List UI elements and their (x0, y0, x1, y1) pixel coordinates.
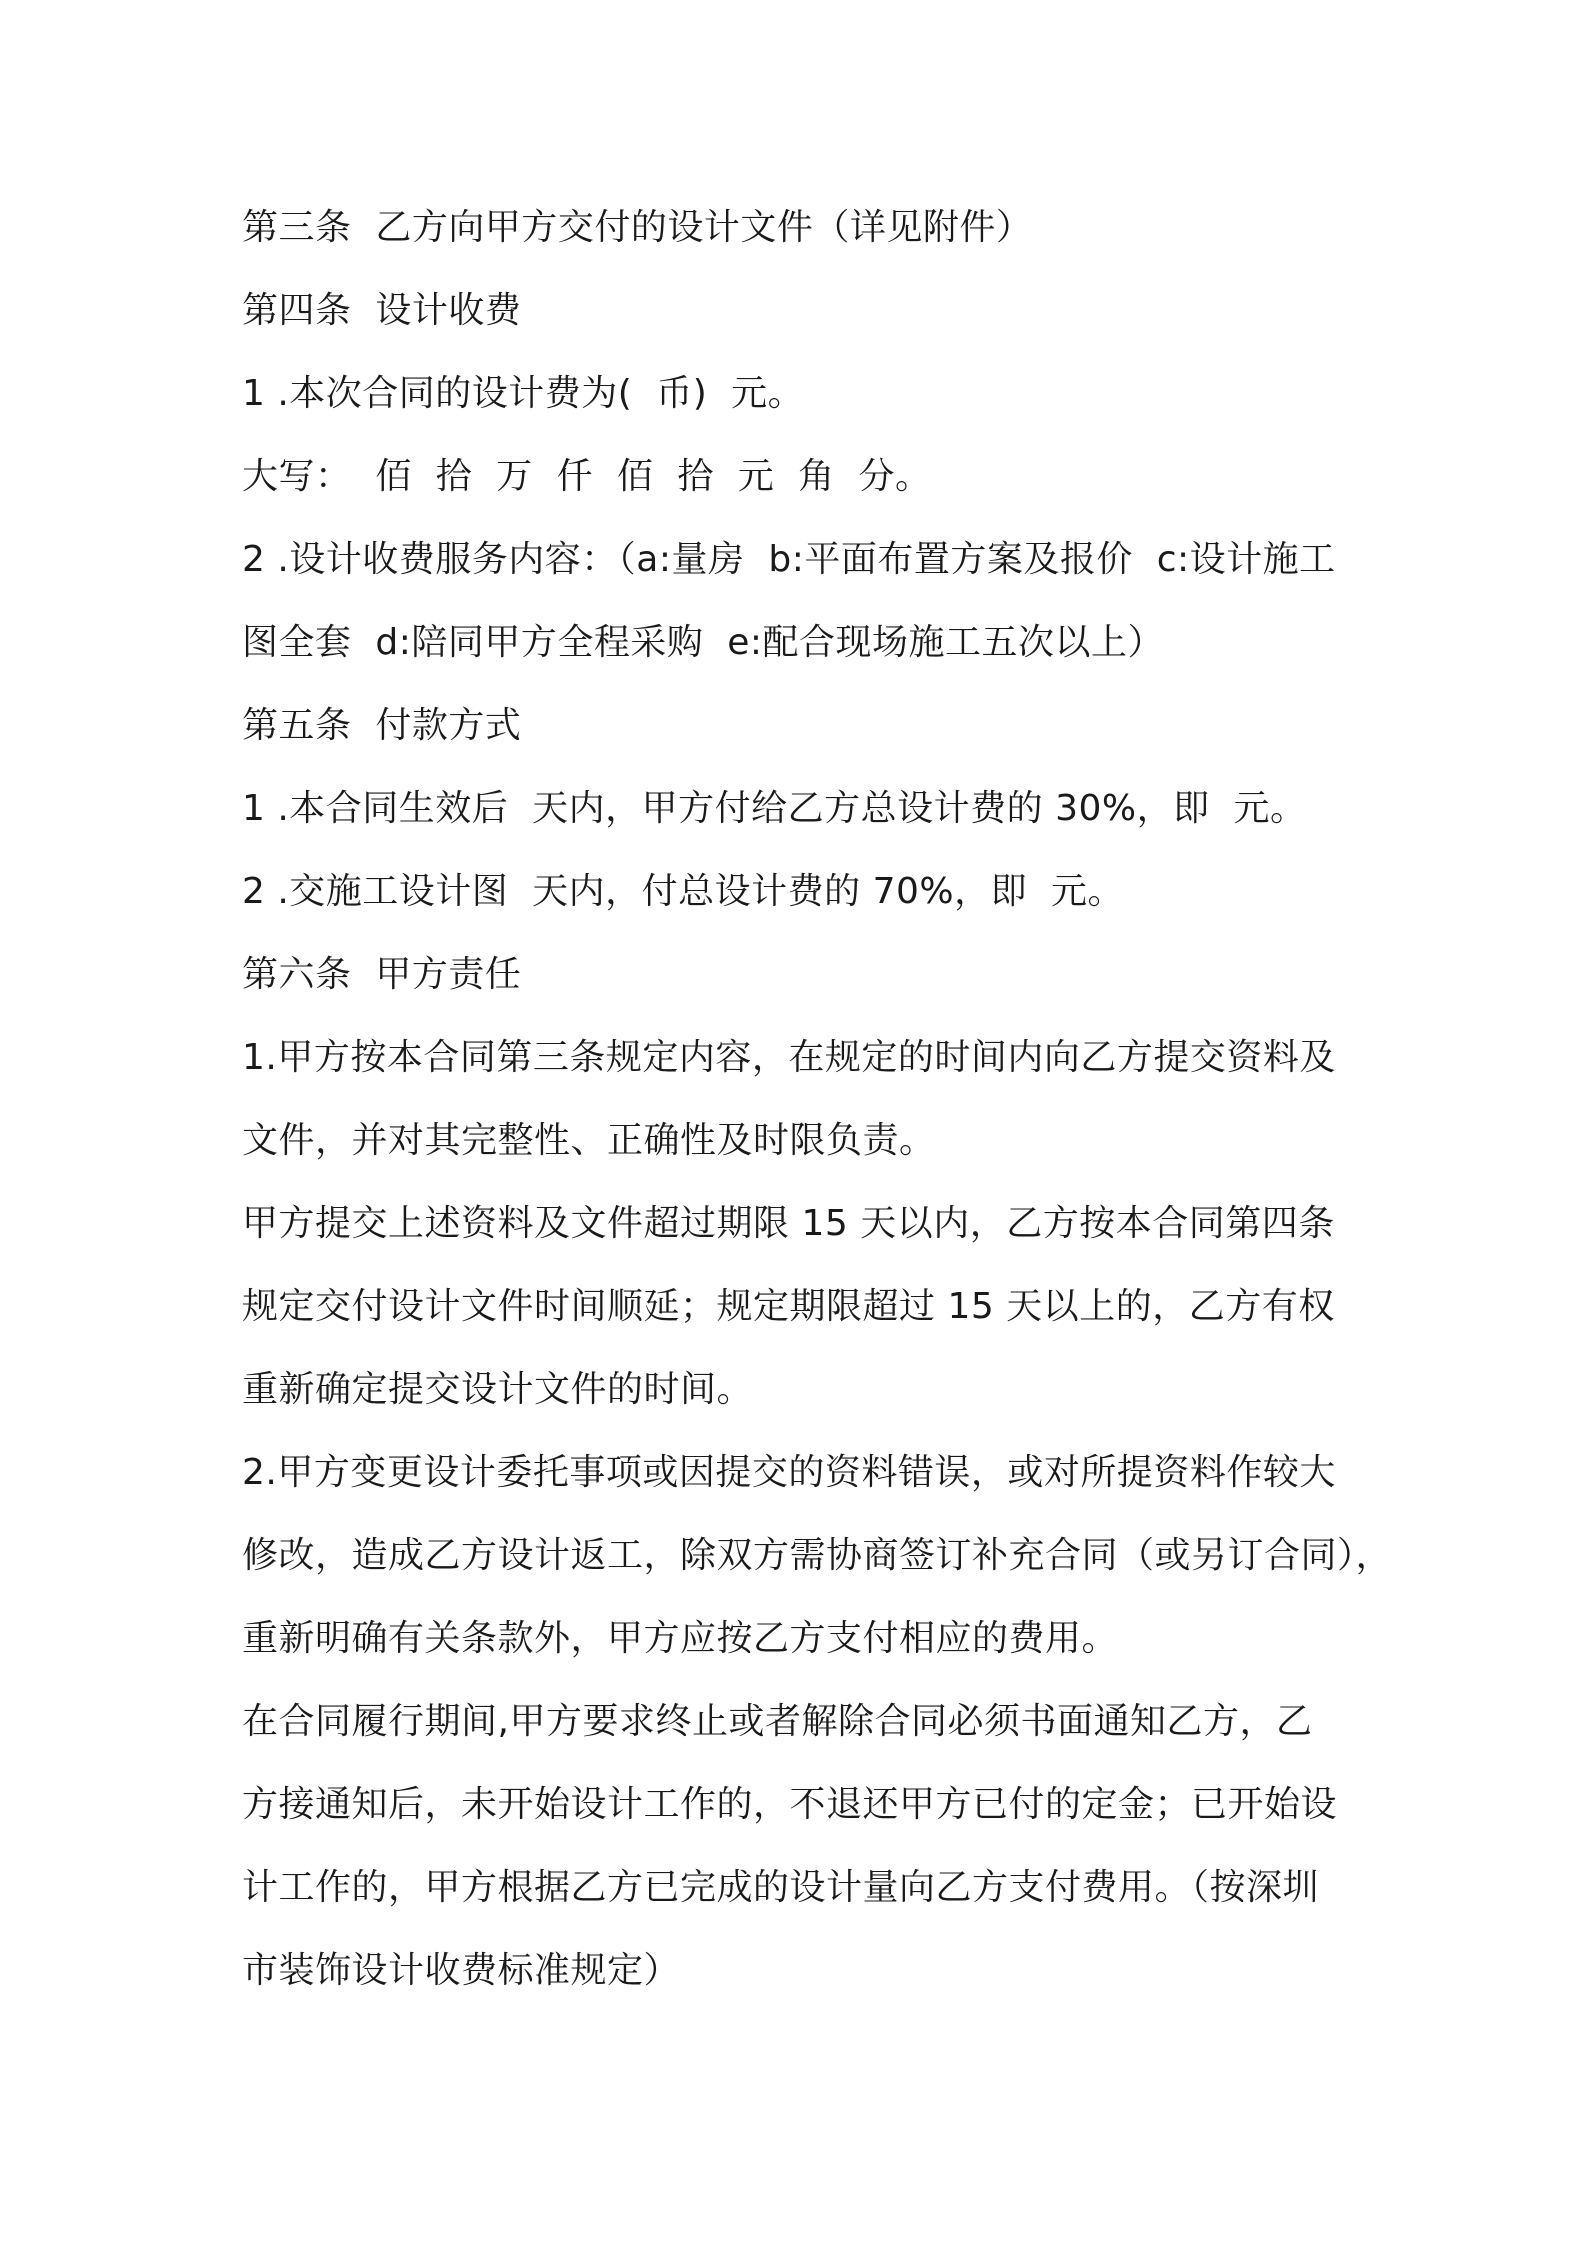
article-4-item-2: 2 .设计收费服务内容：（a:量房 b:平面布置方案及报价 c:设计施工 (242, 539, 1336, 580)
article-4-item-2-continued: 图全套 d:陪同甲方全程采购 e:配合现场施工五次以上） (242, 622, 1165, 663)
article-6-paragraph-2: 在合同履行期间,甲方要求终止或者解除合同必须书面通知乙方，乙 (242, 1701, 1313, 1742)
article-6-paragraph-2-continued: 方接通知后，未开始设计工作的，不退还甲方已付的定金；已开始设 (242, 1784, 1338, 1825)
article-6-paragraph-1-continued: 规定交付设计文件时间顺延；规定期限超过 15 天以上的，乙方有权 (242, 1286, 1335, 1327)
article-5-item-2: 2 .交施工设计图 天内，付总设计费的 70%，即 元。 (242, 871, 1125, 912)
article-6-item-1-continued: 文件，并对其完整性、正确性及时限负责。 (242, 1120, 936, 1161)
article-6-item-2-end: 重新明确有关条款外，甲方应按乙方支付相应的费用。 (242, 1618, 1119, 1659)
article-4-amount-in-words: 大写： 佰 拾 万 仟 佰 拾 元 角 分。 (242, 456, 932, 497)
article-6-item-1: 1.甲方按本合同第三条规定内容，在规定的时间内向乙方提交资料及 (242, 1037, 1336, 1078)
article-3-heading: 第三条 乙方向甲方交付的设计文件（详见附件） (242, 207, 1033, 248)
article-6-paragraph-1: 甲方提交上述资料及文件超过期限 15 天以内，乙方按本合同第四条 (242, 1203, 1335, 1244)
article-5-item-1: 1 .本合同生效后 天内，甲方付给乙方总设计费的 30%，即 元。 (242, 788, 1307, 829)
article-6-paragraph-2-continued-2: 计工作的，甲方根据乙方已完成的设计量向乙方支付费用。（按深圳 (242, 1867, 1320, 1908)
article-6-heading: 第六条 甲方责任 (242, 954, 522, 995)
article-6-item-2-continued: 修改，造成乙方设计返工，除双方需协商签订补充合同（或另订合同）， (242, 1535, 1393, 1576)
article-6-item-2: 2.甲方变更设计委托事项或因提交的资料错误，或对所提资料作较大 (242, 1452, 1336, 1493)
article-6-paragraph-2-end: 市装饰设计收费标准规定） (242, 1950, 681, 1991)
article-4-heading: 第四条 设计收费 (242, 290, 522, 331)
article-4-item-1: 1 .本次合同的设计费为( 币) 元。 (242, 373, 805, 414)
article-5-heading: 第五条 付款方式 (242, 705, 522, 746)
article-6-paragraph-1-end: 重新确定提交设计文件的时间。 (242, 1369, 754, 1410)
